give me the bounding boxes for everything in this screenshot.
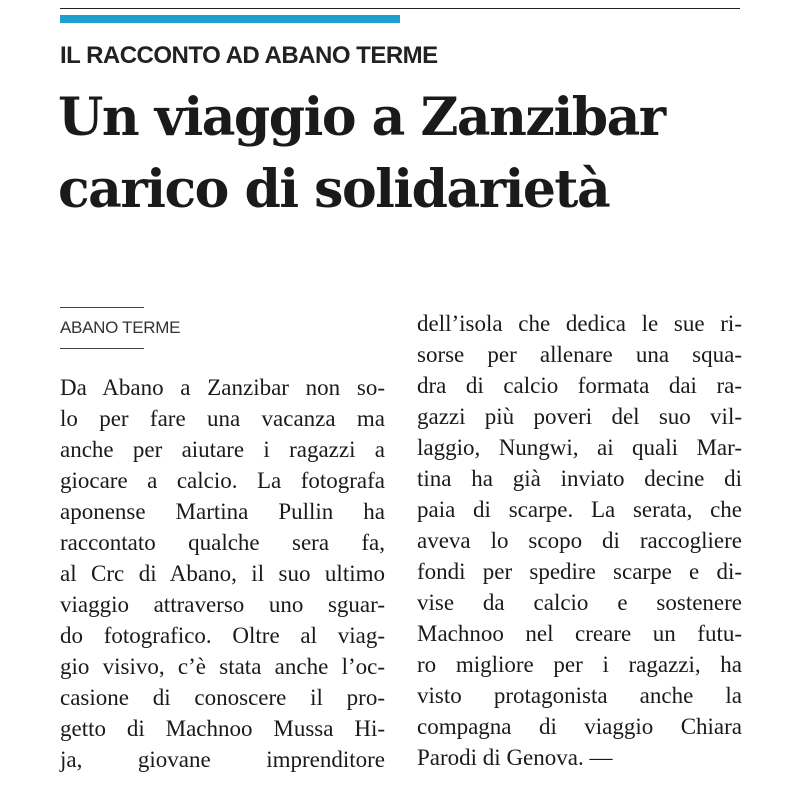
body-column-right: [417, 308, 742, 773]
body-line: al Crc di Abano, il suo ultimo: [60, 561, 385, 586]
body-line: ro migliore per i ragazzi, ha: [417, 652, 742, 677]
top-rule: [60, 8, 740, 9]
dateline-rule-top: [60, 307, 144, 308]
body-line: sorse per allenare una squa-: [417, 342, 742, 367]
headline-line-2: carico di solidarietà: [58, 159, 610, 220]
body-line: fondi per spedire scarpe e di-: [417, 559, 742, 584]
body-line: aveva lo scopo di raccogliere: [417, 528, 742, 553]
body-line: getto di Machnoo Mussa Hi-: [60, 716, 385, 741]
body-line: gio visivo, c’è stata anche l’oc-: [60, 654, 385, 679]
body-line: lo per fare una vacanza ma: [60, 406, 385, 431]
dateline-rule-bottom: [60, 348, 144, 349]
body-line: ja, giovane imprenditore: [60, 747, 385, 772]
body-line: casione di conoscere il pro-: [60, 685, 385, 710]
body-line: compagna di viaggio Chiara: [417, 714, 742, 739]
headline-line-1: Un viaggio a Zanzibar: [58, 87, 665, 148]
body-column-left: [60, 372, 385, 775]
kicker: IL RACCONTO AD ABANO TERME: [60, 42, 438, 69]
body-line: aponense Martina Pullin ha: [60, 499, 385, 524]
body-line: Parodi di Genova. —: [417, 745, 613, 770]
dateline: ABANO TERME: [60, 318, 181, 337]
body-line: Da Abano a Zanzibar non so-: [60, 375, 385, 400]
body-line: dra di calcio formata dai ra-: [417, 373, 742, 398]
body-line: vise da calcio e sostenere: [417, 590, 742, 615]
body-line: paia di scarpe. La serata, che: [417, 497, 742, 522]
body-line: viaggio attraverso uno sguar-: [60, 592, 385, 617]
body-line: giocare a calcio. La fotografa: [60, 468, 385, 493]
headline: [58, 82, 778, 226]
body-line: do fotografico. Oltre al viag-: [60, 623, 385, 648]
body-line: laggio, Nungwi, ai quali Mar-: [417, 435, 742, 460]
body-line: tina ha già inviato decine di: [417, 466, 742, 491]
body-line: visto protagonista anche la: [417, 683, 742, 708]
body-line: anche per aiutare i ragazzi a: [60, 437, 385, 462]
body-line: raccontato qualche sera fa,: [60, 530, 385, 555]
body-line: dell’isola che dedica le sue ri-: [417, 311, 742, 336]
body-line: gazzi più poveri del suo vil-: [417, 404, 742, 429]
section-accent-bar: [60, 15, 400, 23]
body-line: Machnoo nel creare un futu-: [417, 621, 742, 646]
